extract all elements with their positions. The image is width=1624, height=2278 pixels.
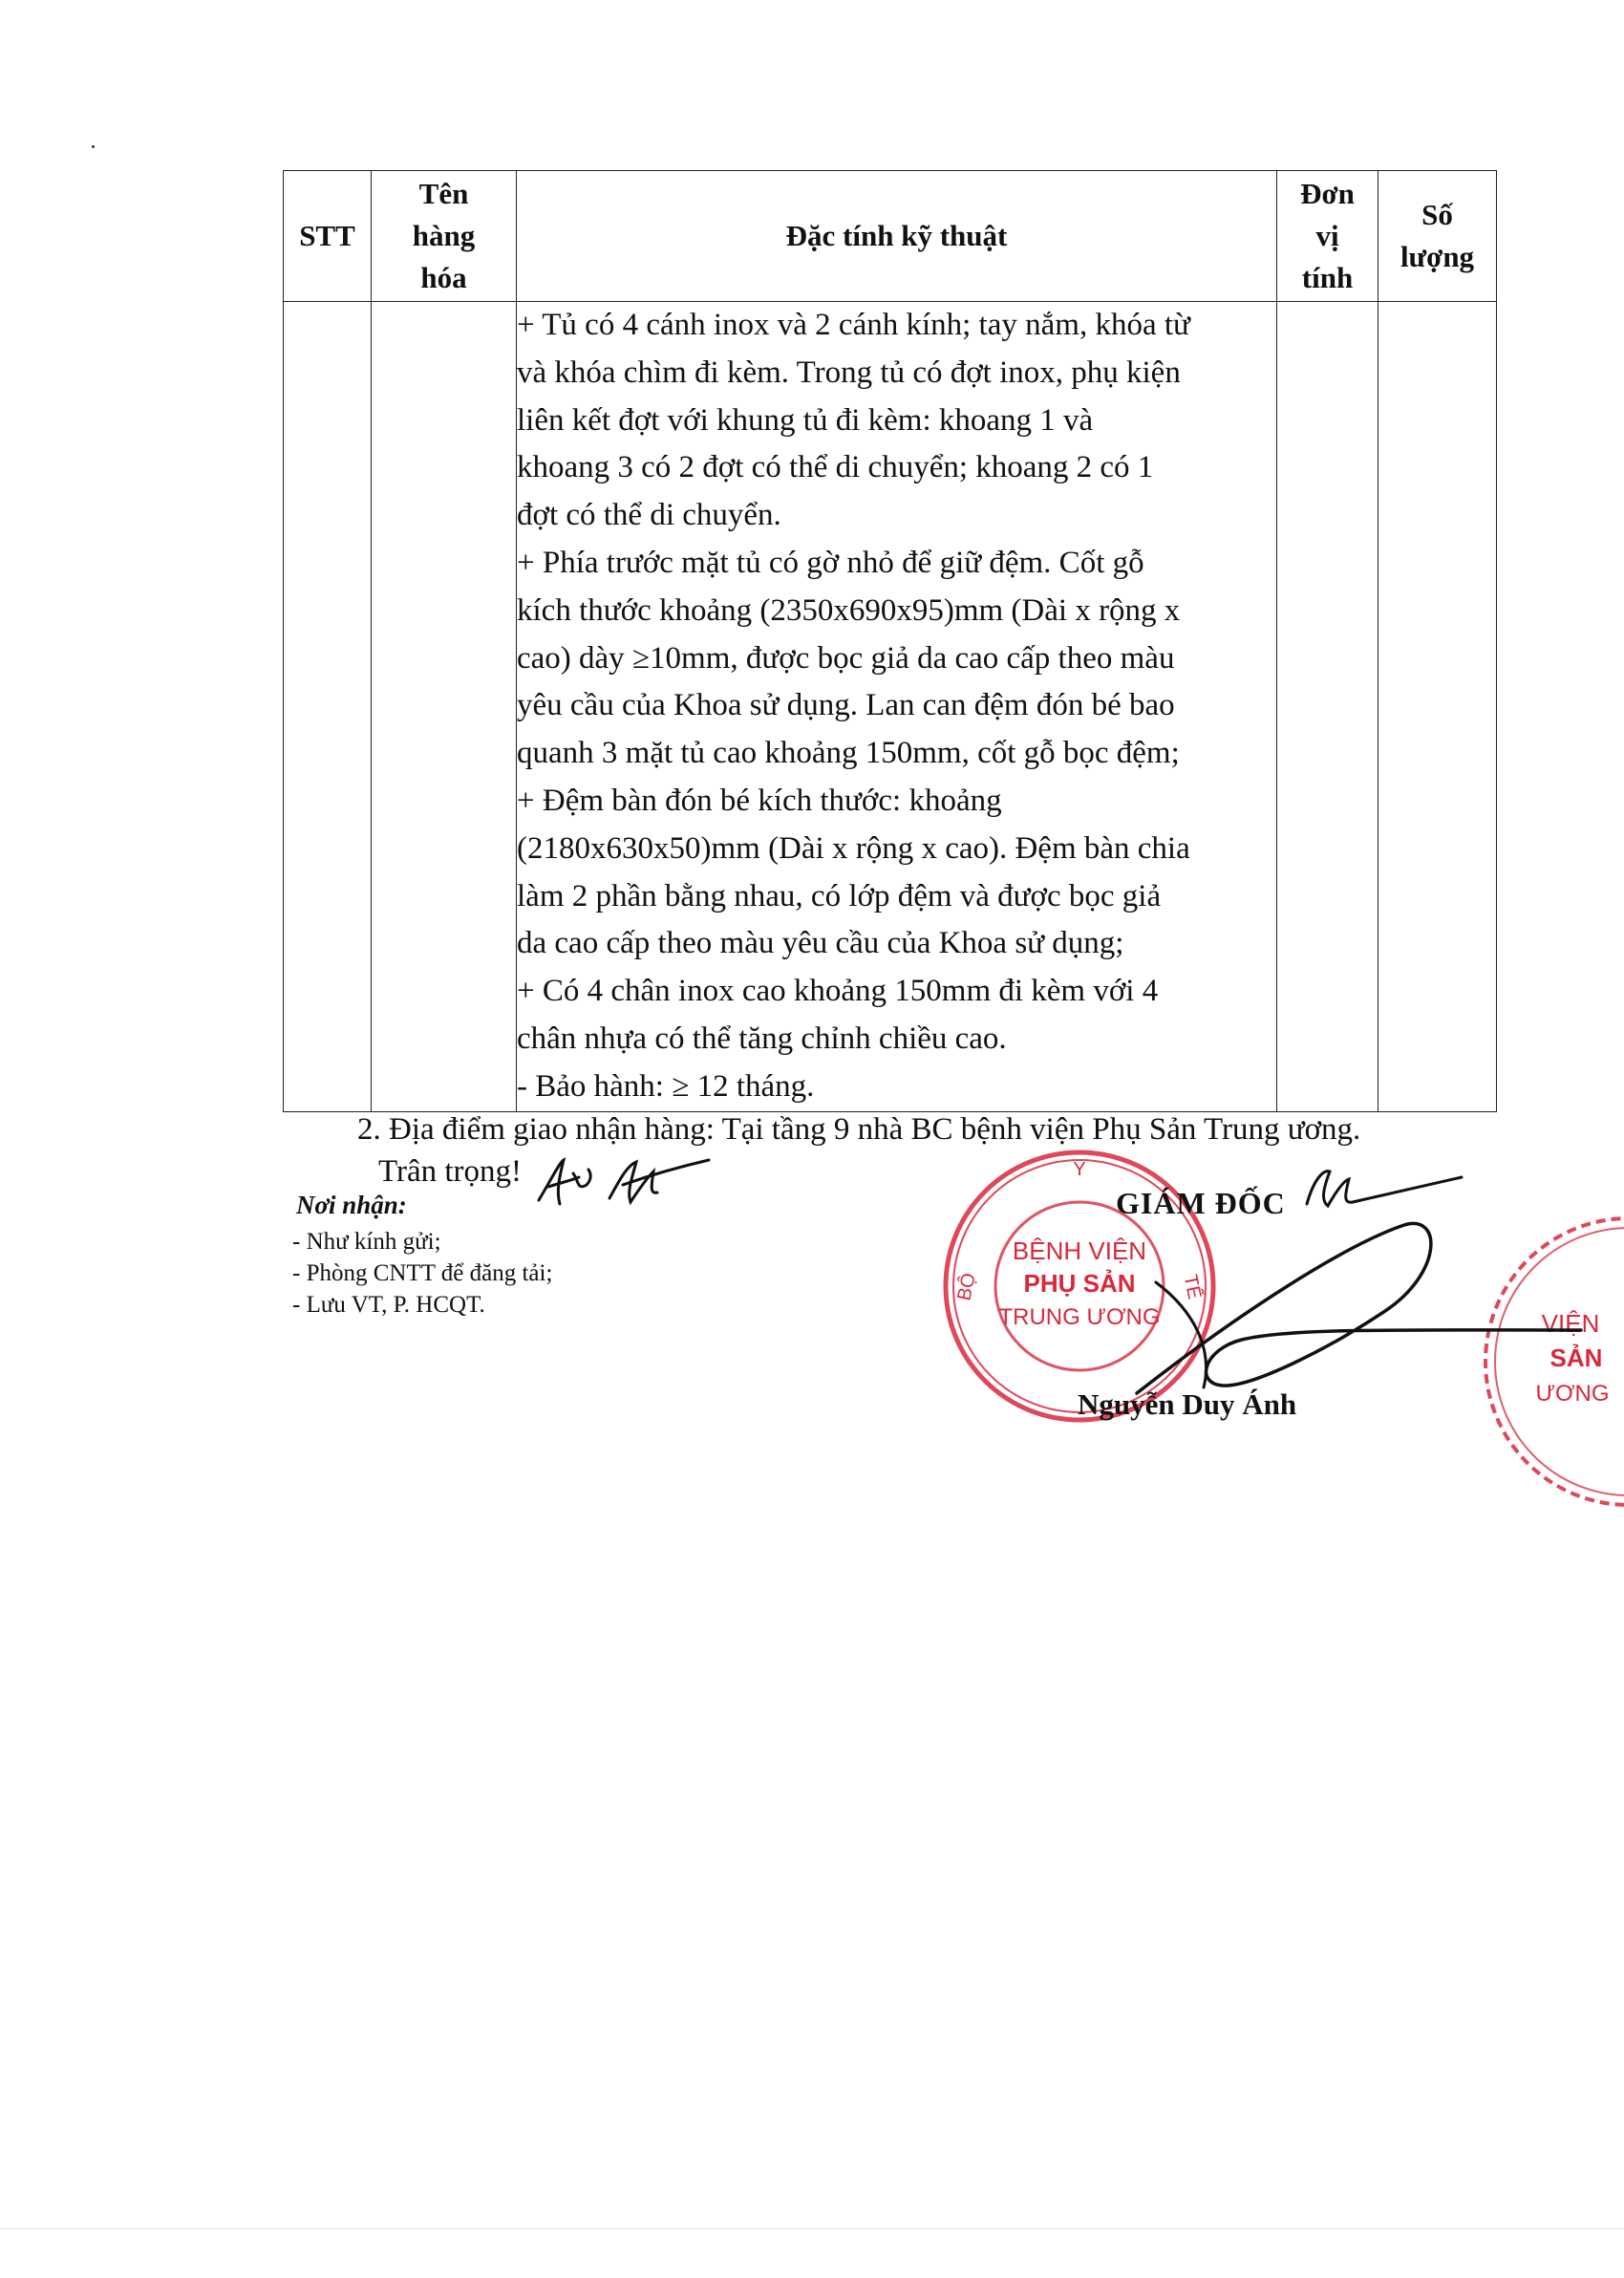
spec-line: liên kết đợt với khung tủ đi kèm: khoang 1 và [517, 402, 1094, 438]
page-bottom-edge [0, 2228, 1624, 2229]
initials-signature [531, 1152, 713, 1214]
seal-line-2: PHỤ SẢN [1023, 1269, 1136, 1298]
partial-seal-line-2: SẢN [1549, 1343, 1603, 1372]
header-stt: STT [284, 171, 372, 302]
header-don-vi-tinh: Đơn vị tính [1277, 171, 1378, 302]
cell-don-vi-tinh [1277, 302, 1378, 1112]
scan-speck [92, 145, 95, 148]
list-item: - Phòng CNTT để đăng tải; [292, 1260, 553, 1286]
seal-ring-left: BỘ [953, 1271, 980, 1303]
spec-line: + Tủ có 4 cánh inox và 2 cánh kính; tay nắm, khóa từ [517, 308, 1190, 342]
spec-line: da cao cấp theo màu yêu cầu của Khoa sử dụng; [517, 926, 1124, 961]
spec-line: chân nhựa có thể tăng chỉnh chiều cao. [517, 1021, 1007, 1056]
spec-line: + Có 4 chân inox cao khoảng 150mm đi kèm với 4 [517, 974, 1159, 1009]
spec-line: quanh 3 mặt tủ cao khoảng 150mm, cốt gỗ bọc đệm; [517, 736, 1180, 771]
list-item: - Như kính gửi; [292, 1229, 441, 1255]
spec-line: yêu cầu của Khoa sử dụng. Lan can đệm đón bé bao [517, 688, 1175, 723]
delivery-location: 2. Địa điểm giao nhận hàng: Tại tầng 9 nhà BC bệnh viện Phụ Sản Trung ương. [357, 1112, 1361, 1147]
header-so-luong: Số lượng [1378, 171, 1497, 302]
recipients-list [292, 1226, 552, 1321]
header-dac-tinh-ky-thuat: Đặc tính kỹ thuật [517, 171, 1277, 302]
spec-line: khoang 3 có 2 đợt có thể di chuyển; khoang 2 có 1 [517, 450, 1154, 485]
signature-title: GIÁM ĐỐC [1116, 1186, 1286, 1220]
list-item: - Lưu VT, P. HCQT. [292, 1292, 485, 1318]
spec-line: (2180x630x50)mm (Dài x rộng x cao). Đệm bàn chia [517, 830, 1190, 866]
spec-line: cao) dày ≥10mm, được bọc giả da cao cấp theo màu [517, 640, 1175, 676]
partial-seal-line-1: VIỆN [1541, 1309, 1600, 1338]
partial-seal-line-3: ƯƠNG [1535, 1381, 1610, 1407]
seal-line-3: TRUNG ƯƠNG [998, 1304, 1161, 1330]
seal-ring-right: TẾ [1179, 1272, 1206, 1301]
cell-stt [284, 302, 372, 1112]
recipients-title: Nơi nhận: [296, 1191, 407, 1219]
cell-so-luong [1378, 302, 1497, 1112]
spec-line: đợt có thể di chuyển. [517, 498, 781, 533]
director-name: Nguyễn Duy Ánh [1078, 1387, 1297, 1421]
table-header-row [284, 171, 1497, 302]
header-ten-hang-hoa: Tên hàng hóa [372, 171, 517, 302]
spec-line: + Đệm bàn đón bé kích thước: khoảng [517, 783, 1002, 818]
director-signature [1099, 1168, 1586, 1416]
spec-line: kích thước khoảng (2350x690x95)mm (Dài x rộng x [517, 592, 1181, 628]
spec-line: và khóa chìm đi kèm. Trong tủ có đợt inox, phụ kiện [517, 355, 1181, 390]
cell-dac-tinh-ky-thuat [517, 302, 1277, 1112]
table-row [284, 302, 1497, 1112]
seal-line-1: BỆNH VIỆN [1012, 1236, 1147, 1265]
spec-line: + Phía trước mặt tủ có gờ nhỏ để giữ đệm. Cốt gỗ [517, 545, 1144, 580]
spec-line: - Bảo hành: ≥ 12 tháng. [517, 1068, 815, 1104]
spec-line: làm 2 phần bằng nhau, có lớp đệm và được bọc giả [517, 878, 1162, 913]
seal-ring-top: Y [1073, 1159, 1086, 1180]
cell-ten-hang-hoa [372, 302, 517, 1112]
specification-table [283, 170, 1497, 1112]
closing-regards: Trân trọng! [378, 1154, 523, 1189]
